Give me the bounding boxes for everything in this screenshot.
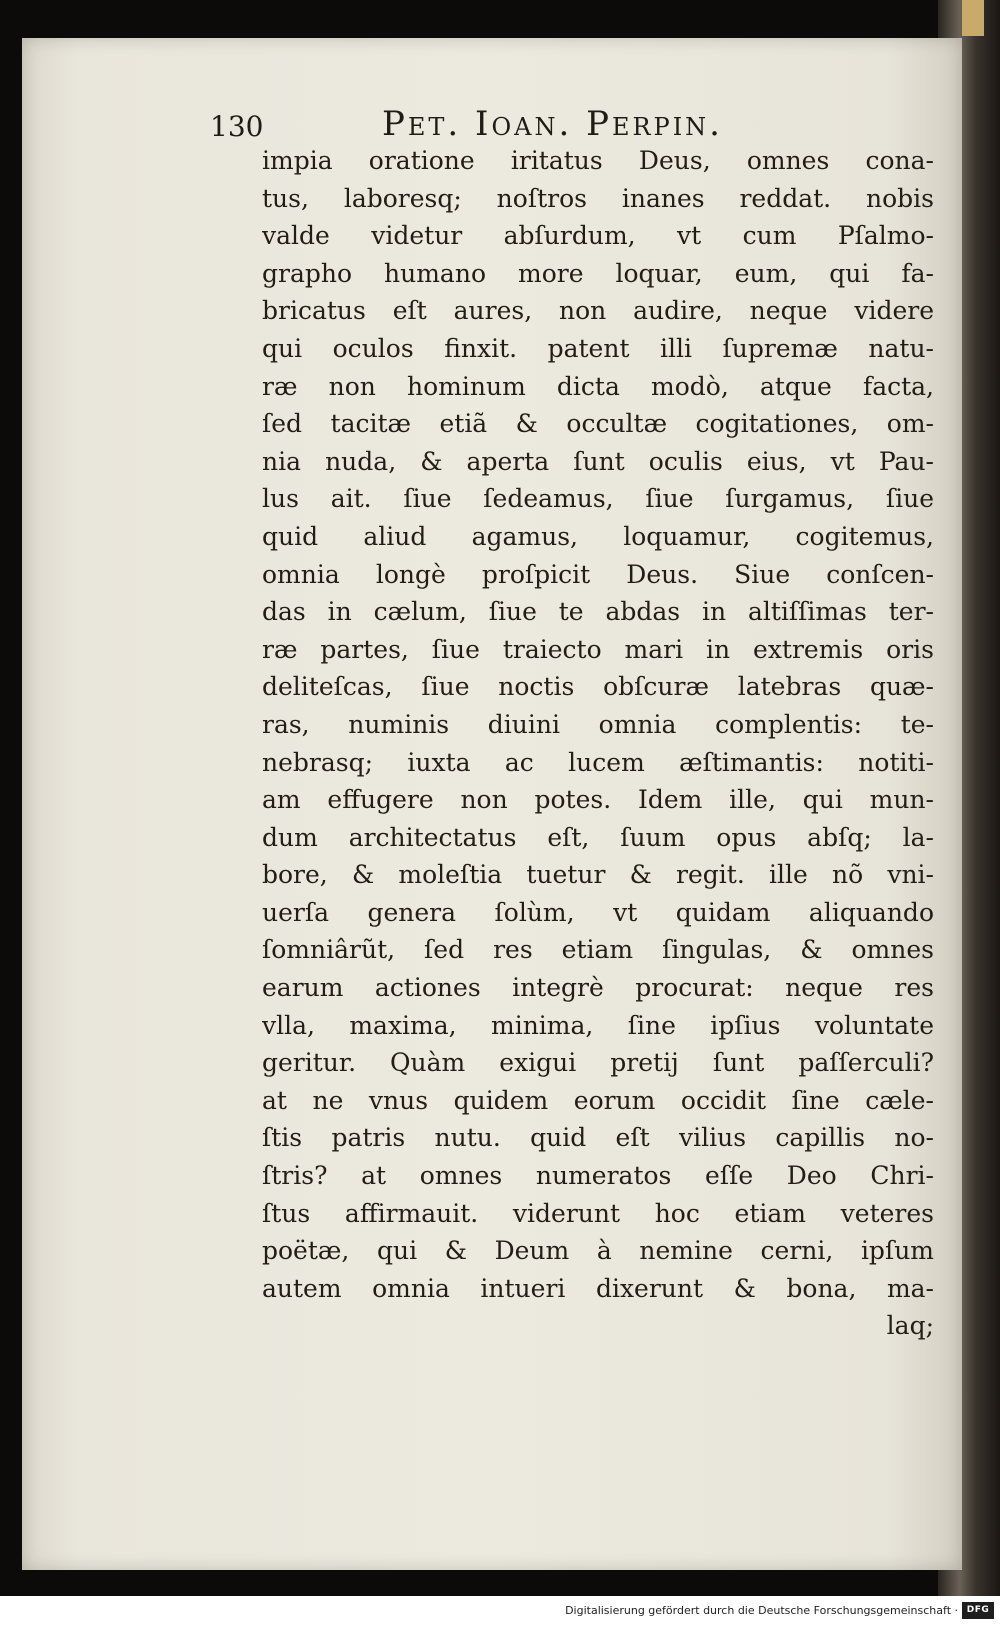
text-line: grapho humano more loquar, eum, qui fa- <box>262 258 934 288</box>
text-block <box>262 142 934 1345</box>
text-line: nebrasq; iuxta ac lucem æſtimantis: notiti- <box>262 747 934 777</box>
text-line: nia nuda, & aperta ſunt oculis eius, vt Pau- <box>262 446 934 476</box>
text-line: geritur. Quàm exigui pretij ſunt paſſerculi? <box>262 1048 934 1078</box>
text-line: uerſa genera ſolùm, vt quidam aliquando <box>262 897 934 927</box>
text-line: bore, & moleſtia tuetur & regit. ille nõ vni- <box>262 860 934 890</box>
text-line: dum architectatus eſt, ſuum opus abſq; la- <box>262 822 934 852</box>
book-page <box>22 38 962 1570</box>
dfg-logo: DFG <box>962 1602 994 1619</box>
text-line: lus ait. ſiue ſedeamus, ſiue ſurgamus, ſiue <box>262 484 934 514</box>
text-line: ras, numinis diuini omnia complentis: te- <box>262 709 934 739</box>
text-line: poëtæ, qui & Deum à nemine cerni, ipſum <box>262 1236 934 1266</box>
text-line: ſtis patris nutu. quid eſt vilius capillis no- <box>262 1123 934 1153</box>
text-line: quid aliud agamus, loquamur, cogitemus, <box>262 521 934 551</box>
text-line: am effugere non potes. Idem ille, qui mun- <box>262 785 934 815</box>
text-line: ſed tacitæ etiã & occultæ cogitationes, om- <box>262 409 934 439</box>
text-line: qui oculos finxit. patent illi ſupremæ natu- <box>262 333 934 363</box>
text-line: bricatus eſt aures, non audire, neque videre <box>262 296 934 326</box>
catchword: laq; <box>886 1311 934 1341</box>
text-line: ſtus affirmauit. viderunt hoc etiam veteres <box>262 1198 934 1228</box>
text-line: das in cælum, ſiue te abdas in altiſſimas ter- <box>262 597 934 627</box>
text-line: ſomniârũt, ſed res etiam ſingulas, & omnes <box>262 935 934 965</box>
text-line: ræ partes, ſiue traiecto mari in extremis oris <box>262 634 934 664</box>
page-number: 130 <box>210 110 264 143</box>
text-line: ræ non hominum dicta modò, atque facta, <box>262 371 934 401</box>
running-head: Pet. Ioan. Perpin. <box>382 104 723 144</box>
text-line: vlla, maxima, minima, ſine ipſius voluntate <box>262 1010 934 1040</box>
text-line: impia oratione iritatus Deus, omnes cona- <box>262 146 934 175</box>
text-line: deliteſcas, ſiue noctis obſcuræ latebras quæ- <box>262 672 934 702</box>
text-line: autem omnia intueri dixerunt & bona, ma- <box>262 1273 934 1303</box>
text-line: valde videtur abſurdum, vt cum Pſalmo- <box>262 221 934 251</box>
text-line: omnia longè proſpicit Deus. Siue conſcen- <box>262 559 934 589</box>
funding-credit: Digitalisierung gefördert durch die Deutsche Forschungsgemeinschaft · <box>565 1604 958 1617</box>
text-line: tus, laboresq; noſtros inanes reddat. nobis <box>262 183 934 213</box>
page-tab-marker <box>962 0 984 36</box>
text-line: earum actiones integrè procurat: neque res <box>262 973 934 1003</box>
text-line: at ne vnus quidem eorum occidit ſine cæle- <box>262 1085 934 1115</box>
text-line: ſtris? at omnes numeratos eſſe Deo Chri- <box>262 1161 934 1191</box>
digitization-footer <box>0 1596 1000 1626</box>
